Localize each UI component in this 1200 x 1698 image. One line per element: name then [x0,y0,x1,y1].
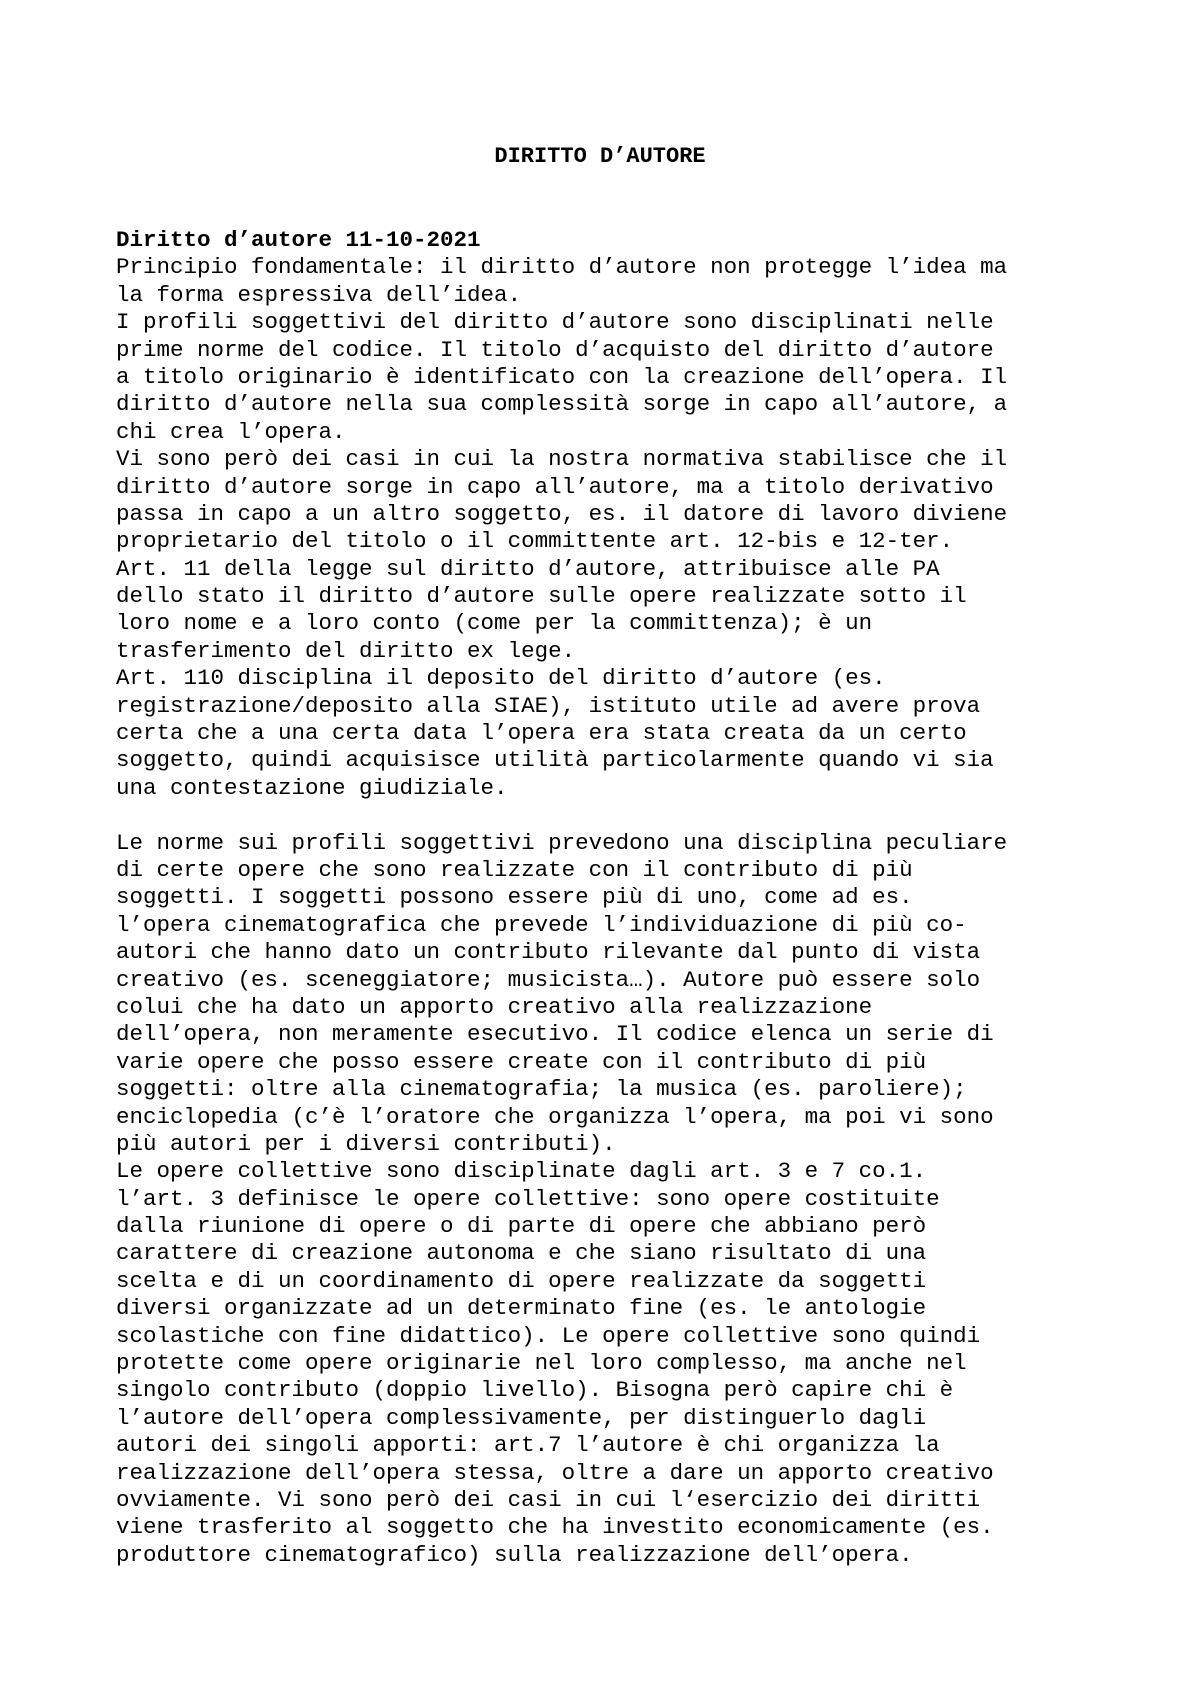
text-line: l’art. 3 definisce le opere collettive: sono opere costituite [116,1185,940,1212]
text-line: viene trasferito al soggetto che ha investito economicamente (es. [116,1514,994,1541]
text-line: realizzazione dell’opera stessa, oltre a dare un apporto creativo [116,1459,994,1486]
text-line: diritto d’autore sorge in capo all’autore, ma a titolo derivativo [116,473,994,500]
text-line: produttore cinematografico) sulla realizzazione dell’opera. [116,1541,913,1568]
text-line: loro nome e a loro conto (come per la committenza); è un [116,610,873,637]
text-line: Le opere collettive sono disciplinate dagli art. 3 e 7 co.1. [116,1158,927,1185]
text-line: di certe opere che sono realizzate con il contributo di più [116,856,913,883]
text-line: una contestazione giudiziale. [116,774,508,801]
text-line: autori che hanno dato un contributo rilevante dal punto di vista [116,939,981,966]
text-line: ovviamente. Vi sono però dei casi in cui l‘esercizio dei diritti [116,1486,981,1513]
text-line: certa che a una certa data l’opera era stata creata da un certo [116,720,967,747]
section-heading: Diritto d’autore 11-10-2021 [116,227,481,253]
text-line: l’autore dell’opera complessivamente, per distinguerlo dagli [116,1404,927,1431]
text-line: dalla riunione di opere o di parte di opere che abbiano però [116,1213,927,1240]
text-line: l’opera cinematografica che prevede l’individuazione di più co- [116,911,967,938]
text-line: varie opere che posso essere create con il contributo di più [116,1048,927,1075]
text-line: carattere di creazione autonoma e che siano risultato di una [116,1240,927,1267]
text-line: Vi sono però dei casi in cui la nostra normativa stabilisce che il [116,446,1008,473]
text-line: protette come opere originarie nel loro complesso, ma anche nel [116,1350,967,1377]
text-line: chi crea l’opera. [116,418,346,445]
text-line: prime norme del codice. Il titolo d’acquisto del diritto d’autore [116,336,994,363]
text-line: passa in capo a un altro soggetto, es. il datore di lavoro diviene [116,500,1008,527]
text-line: Art. 110 disciplina il deposito del diritto d’autore (es. [116,665,886,692]
text-line: I profili soggettivi del diritto d’autore sono disciplinati nelle [116,309,994,336]
text-line: soggetto, quindi acquisisce utilità particolarmente quando vi sia [116,747,994,774]
text-line: la forma espressiva dell’idea. [116,281,522,308]
text-line: creativo (es. sceneggiatore; musicista…). Autore può essere solo [116,966,981,993]
text-line: a titolo originario è identificato con la creazione dell’opera. Il [116,363,1008,390]
text-line: colui che ha dato un apporto creativo alla realizzazione [116,993,873,1020]
text-line: dello stato il diritto d’autore sulle opere realizzate sotto il [116,583,967,610]
text-line: enciclopedia (c’è l’oratore che organizza l’opera, ma poi vi sono [116,1103,994,1130]
text-line: singolo contributo (doppio livello). Bisogna però capire chi è [116,1377,954,1404]
text-line: scolastiche con fine didattico). Le opere collettive sono quindi [116,1322,981,1349]
text-line: registrazione/deposito alla SIAE), istituto utile ad avere prova [116,692,981,719]
text-line: più autori per i diversi contributi). [116,1130,616,1157]
text-line: soggetti: oltre alla cinematografia; la musica (es. paroliere); [116,1076,967,1103]
text-line: Art. 11 della legge sul diritto d’autore, attribuisce alle PA [116,555,940,582]
text-line: soggetti. I soggetti possono essere più di uno, come ad es. [116,884,913,911]
document-body [116,227,1116,1569]
text-line: Principio fondamentale: il diritto d’autore non protegge l’idea ma [116,254,1008,281]
text-line: proprietario del titolo o il committente art. 12-bis e 12-ter. [116,528,954,555]
text-line: trasferimento del diritto ex lege. [116,637,576,664]
text-line: Le norme sui profili soggettivi prevedono una disciplina peculiare [116,829,1008,856]
text-line: autori dei singoli apporti: art.7 l’autore è chi organizza la [116,1432,940,1459]
text-line: diritto d’autore nella sua complessità sorge in capo all’autore, a [116,391,1008,418]
document-title: DIRITTO D’AUTORE [494,144,706,169]
text-line: scelta e di un coordinamento di opere realizzate da soggetti [116,1267,927,1294]
text-line: dell’opera, non meramente esecutivo. Il codice elenca un serie di [116,1021,994,1048]
blank-line [116,802,1116,829]
text-line: diversi organizzate ad un determinato fine (es. le antologie [116,1295,927,1322]
